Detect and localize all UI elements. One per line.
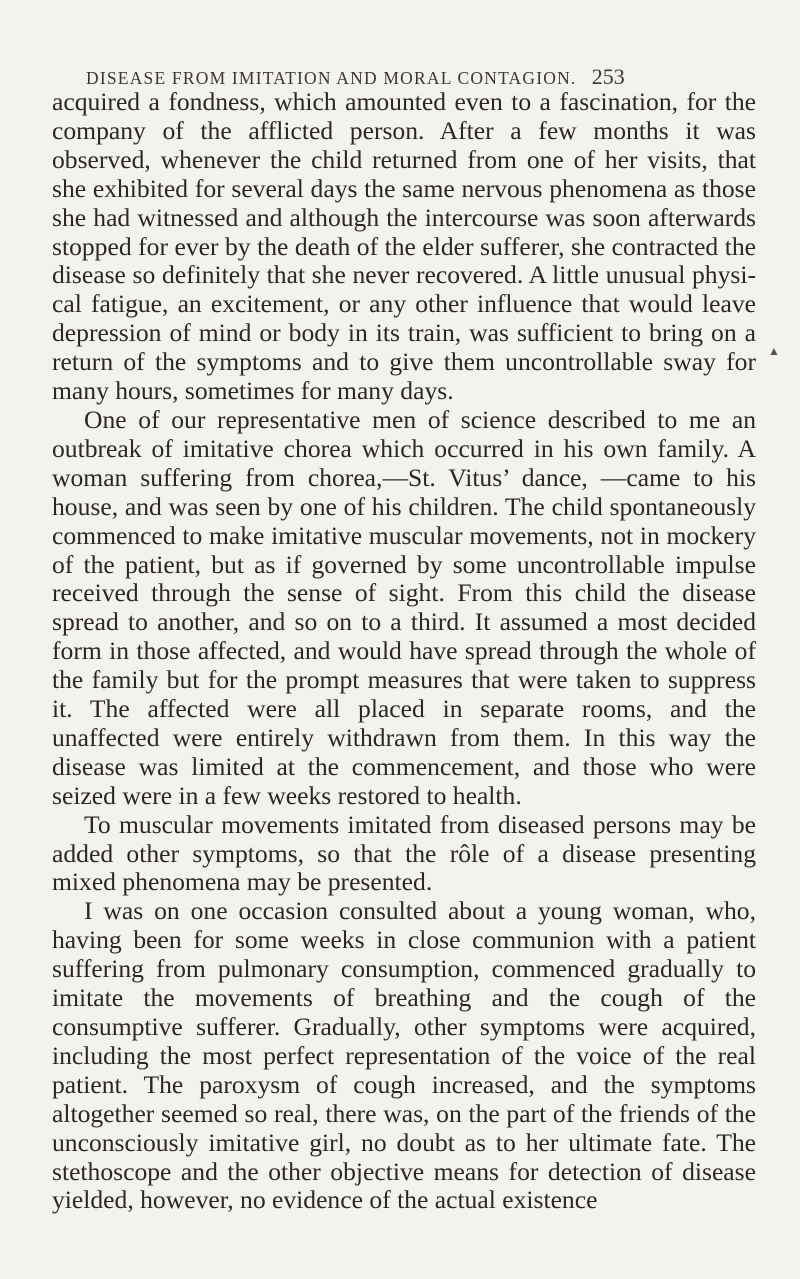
paragraph-consumption-case: I was on one occasion consulted about a young woman, who, having been for some weeks in close communion with a patient suffering from pulmonary consumption, commenced gradually to imitate the movements of breathing and the cough of the consumptive sufferer. Gradually, other symptoms were acquired, including the most perfect representation of the voice of the real patient. The paroxysm of cough increased, and the symptoms altogether seemed so real, there was, on the part of the friends of the unconsciously imitative girl, no doubt as to her ultimate fate. The stethoscope and the other objective means for detection of disease yielded, however, no evidence of the actual existence bbox=[52, 896, 756, 1215]
margin-mark: ▲ bbox=[768, 344, 780, 358]
paragraph-chorea-outbreak: One of our representative men of science described to me an outbreak of imitative chorea which occurred in his own family. A woman suffering from chorea,—St. Vitus’ dance, —came to his house, and was seen by one of his children. The child spontaneously commenced to make imitative muscular movements, not in mockery of the patient, but as if governed by some uncontrollable impulse received through the sense of sight. From this child the disease spread to another, and so on to a third. It assumed a most decided form in those affected, and would have spread through the whole of the family but for the prompt measures that were taken to suppress it. The affected were all placed in separate rooms, and the unaffected were entirely withdrawn from them. In this way the disease was limited at the commencement, and those who were seized were in a few weeks restored to health. bbox=[52, 404, 756, 810]
paragraph-continued: acquired a fondness, which amounted even to a fascination, for the company of the afflicted person. After a few months it was observed, whenever the child returned from one of her visits, that she exhibited for several days the same nervous phenomena as those she had witnessed and although the intercourse was soon afterwards stopped for ever by the death of the elder sufferer, she contracted the disease so definitely that she never recovered. A little unusual physical fatigue, an excitement, or any other influence that would leave depression of mind or body in its train, was sufficient to bring on a return of the symptoms and to give them uncontrollable sway for many hours, sometimes for many days. bbox=[52, 87, 756, 406]
running-head-title: DISEASE FROM IMITATION AND MORAL CONTAGION. bbox=[86, 68, 577, 88]
page-number: 253 bbox=[591, 64, 625, 89]
paragraph-muscular-movements: To muscular movements imitated from diseased persons may be added other symptoms, so that the rôle of a disease presenting mixed phenomena may be presented. bbox=[52, 809, 756, 897]
body-text bbox=[52, 88, 756, 1215]
